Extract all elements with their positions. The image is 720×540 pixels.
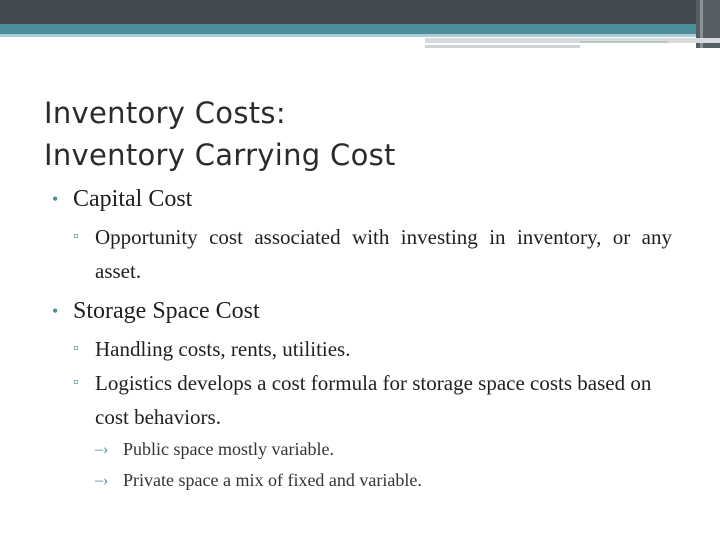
sub-sub-bullet-public-space <box>95 434 672 465</box>
header-rule-thin <box>580 41 668 43</box>
bullet-text: Capital Cost <box>73 186 193 212</box>
dash-arrow-bullet-icon: –› <box>95 472 109 489</box>
sub-sub-bullet-private-space <box>95 465 672 496</box>
sub-sub-bullet-text: Private space a mix of fixed and variable. <box>123 470 422 490</box>
title-line-1: Inventory Costs: <box>44 96 286 130</box>
header-rule-short <box>425 45 580 48</box>
slide-title <box>44 92 396 176</box>
header-accent-line <box>0 34 720 37</box>
sub-bullet-opportunity-cost <box>73 220 672 288</box>
dot-bullet-icon: • <box>52 301 59 321</box>
header-accent-band <box>0 24 720 34</box>
sub-bullet-text: Opportunity cost associated with investing in inventory, or any asset. <box>95 225 672 283</box>
sub-bullet-cost-formula <box>73 366 672 434</box>
square-bullet-icon: ▫ <box>73 340 79 357</box>
dash-arrow-bullet-icon: –› <box>95 441 109 458</box>
sub-sub-bullet-text: Public space mostly variable. <box>123 439 334 459</box>
header-rule <box>425 38 720 43</box>
header-band <box>0 0 720 24</box>
sub-bullet-text: Logistics develops a cost formula for storage space costs based on cost behaviors. <box>95 371 652 429</box>
bullet-capital-cost <box>52 182 672 216</box>
square-bullet-icon: ▫ <box>73 228 79 245</box>
bullet-text: Storage Space Cost <box>73 298 260 324</box>
title-line-2: Inventory Carrying Cost <box>44 138 396 172</box>
slide-body <box>52 182 672 496</box>
square-bullet-icon: ▫ <box>73 374 79 391</box>
sub-bullet-handling-costs <box>73 332 672 366</box>
dot-bullet-icon: • <box>52 189 59 209</box>
sub-bullet-text: Handling costs, rents, utilities. <box>95 337 351 361</box>
bullet-storage-space-cost <box>52 294 672 328</box>
